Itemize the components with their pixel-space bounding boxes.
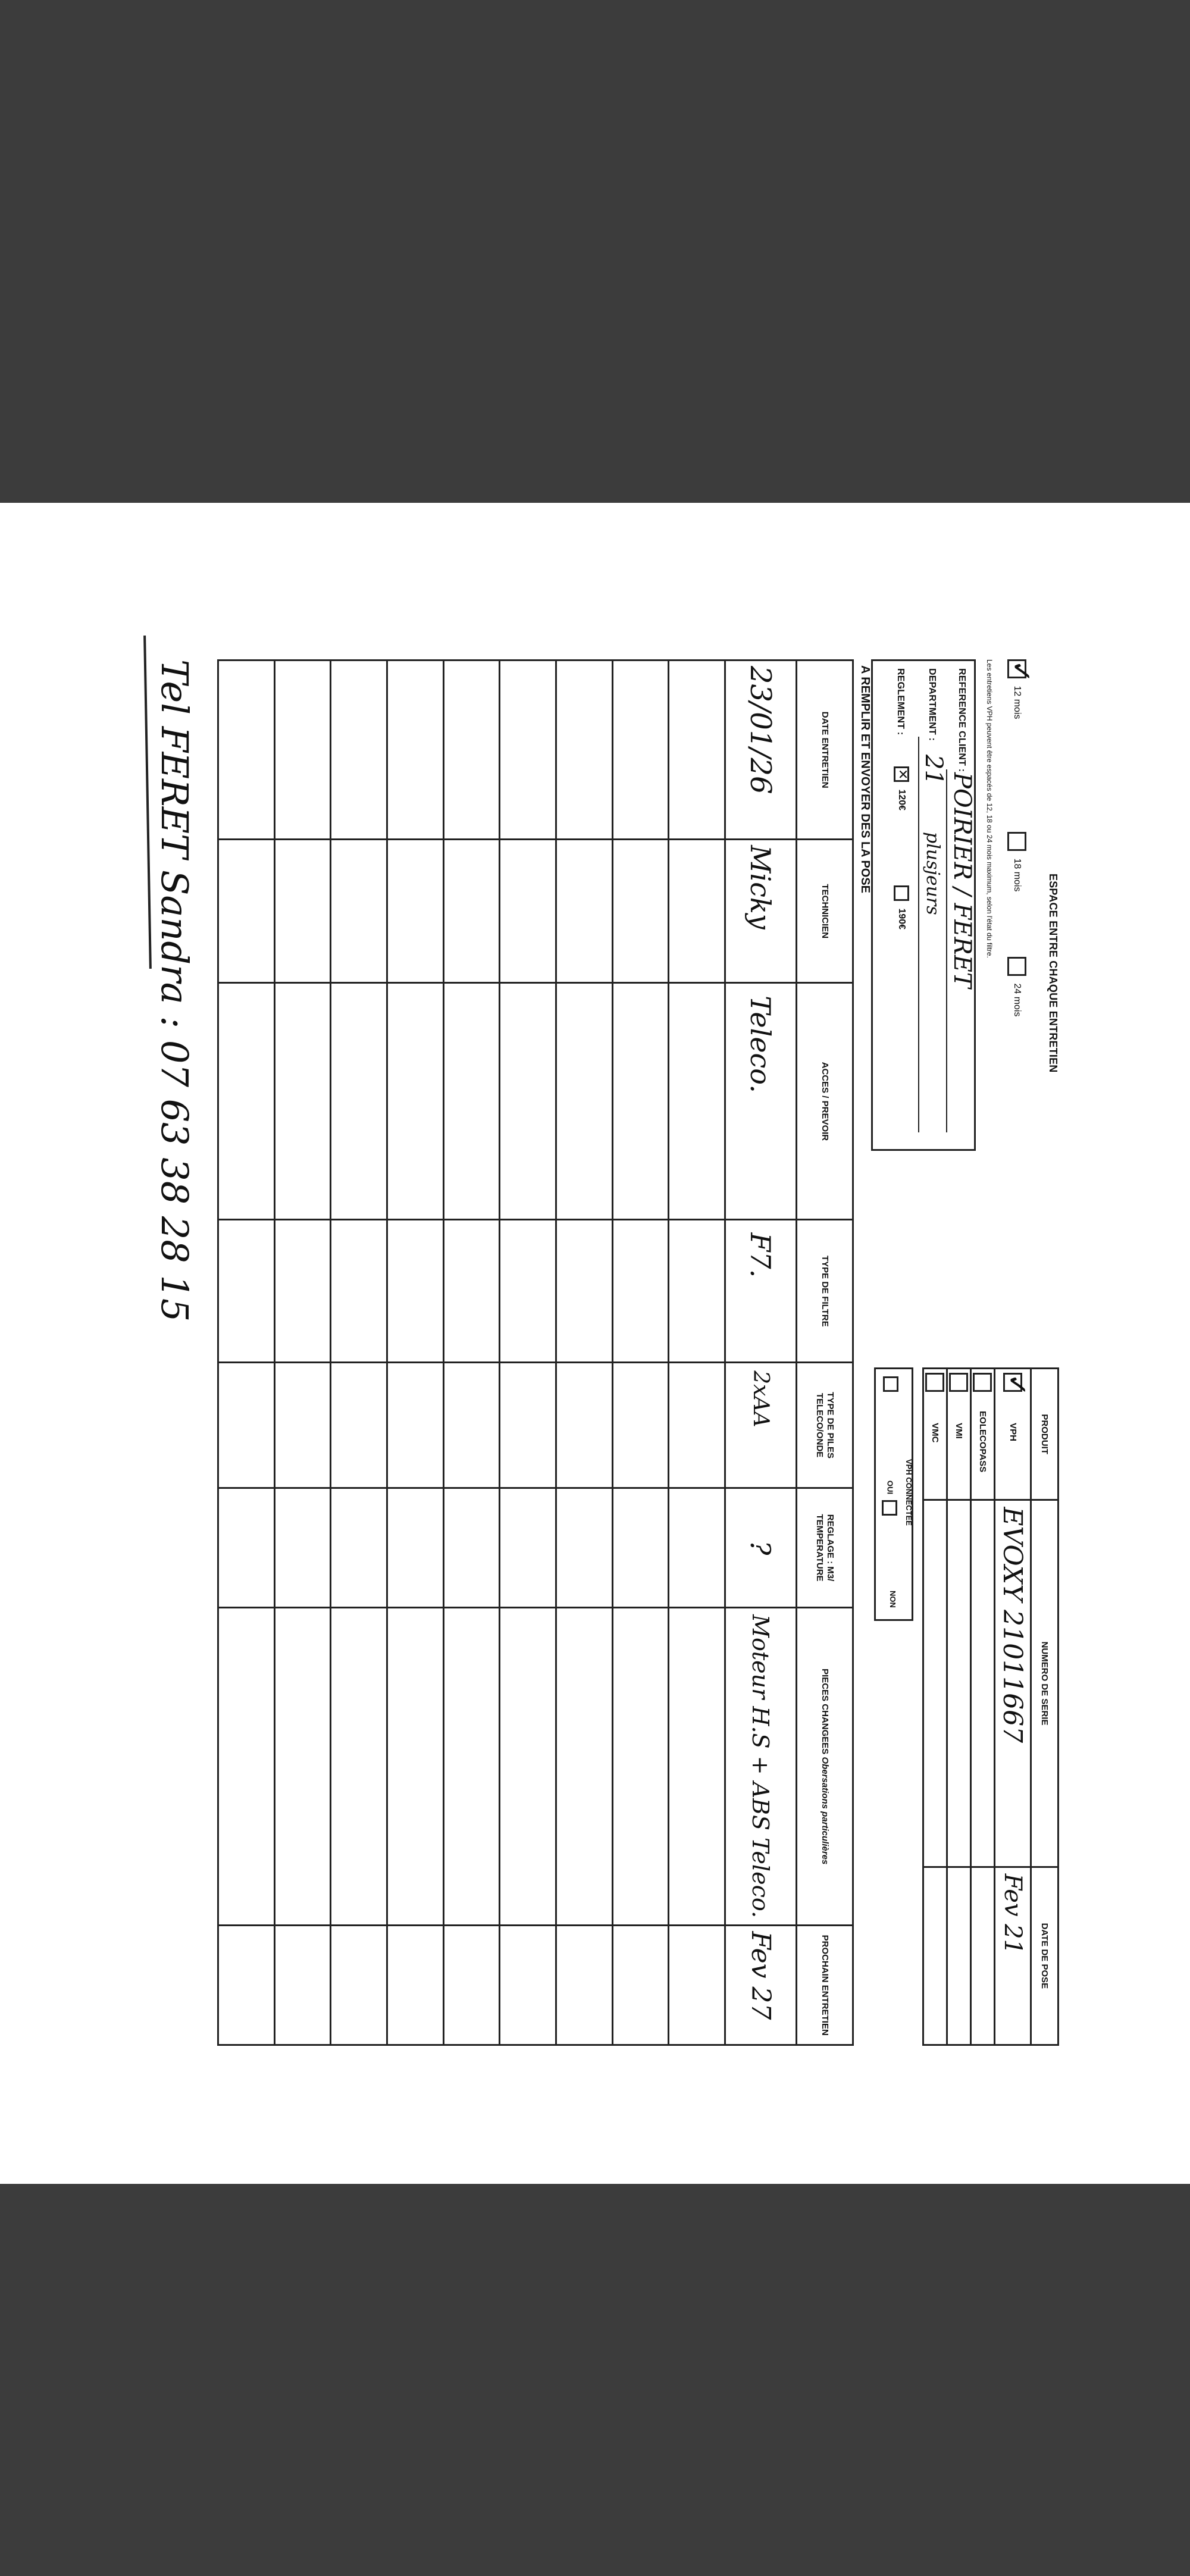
checkbox-checked-icon[interactable] — [1007, 659, 1026, 678]
checkbox-icon[interactable] — [894, 885, 909, 901]
checkbox-checked-icon[interactable] — [1003, 1373, 1022, 1392]
log-row-empty — [669, 660, 725, 2045]
vph-oui-option[interactable]: OUI — [882, 1481, 897, 1520]
produit-row: ✓ VPH EVOXY 21011667 Fev 21 — [994, 1368, 1031, 2045]
serie-header: NUMERO DE SERIE — [1031, 1500, 1059, 1866]
period-note: Les entretiens VPH peuvent être espacés de 12, 18 ou 24 mois maximum, selon l'état du filtre. — [985, 659, 994, 958]
col-date-entretien: DATE ENTRETIEN — [797, 660, 853, 839]
log-row: 23/01/26 Micky Teleco. F7. 2xAA ? Moteur H.S + ABS Teleco. Fev 27 — [725, 660, 797, 2045]
log-row-empty — [556, 660, 613, 2045]
vph-connectee-oui[interactable] — [883, 1376, 898, 1397]
reglement-option-190[interactable]: 190€ — [894, 885, 909, 929]
reference-label: REFERENCE CLIENT : — [957, 668, 967, 772]
produit-table — [922, 1367, 1059, 2046]
checkbox-icon[interactable] — [925, 1373, 944, 1392]
produit-row: VMI — [947, 1368, 970, 2045]
espace-title: ESPACE ENTRE CHAQUE ENTRETIEN — [1047, 873, 1059, 1073]
checkbox-icon[interactable] — [949, 1373, 968, 1392]
col-prochain-entretien: PROCHAIN ENTRETIEN — [797, 1925, 853, 2045]
col-pieces-changees: PIECES CHANGEES Obersations particulières — [797, 1607, 853, 1925]
section-title: A REMPLIR ET ENVOYER DES LA POSE — [859, 665, 872, 893]
checkbox-icon[interactable] — [1007, 832, 1026, 851]
vph-connectee-title: VPH CONNECTEE — [904, 1458, 913, 1526]
period-option-18[interactable]: 18 mois — [1007, 832, 1026, 891]
log-row-empty — [500, 660, 556, 2045]
produit-row: VMC — [923, 1368, 947, 2045]
department-value: 21 — [920, 754, 947, 785]
checkbox-icon[interactable] — [882, 1500, 897, 1515]
scanned-page — [0, 503, 1190, 2184]
log-row-empty — [331, 660, 387, 2045]
col-acces-prevoir: ACCES / PREVOIR — [797, 982, 853, 1219]
footer-note: Tel FERET Sandra : 07 63 38 28 15 — [153, 659, 196, 1322]
maintenance-log-table — [217, 659, 854, 2046]
log-row-empty — [612, 660, 669, 2045]
department-label: DEPARTMENT : — [927, 668, 937, 741]
maintenance-form — [107, 636, 1083, 2052]
period-option-12[interactable]: ✓ 12 mois — [1007, 659, 1026, 719]
pose-value: Fev 21 — [994, 1867, 1031, 2045]
produit-header: PRODUIT — [1031, 1368, 1059, 1500]
pose-header: DATE DE POSE — [1031, 1867, 1059, 2045]
vph-non-label: NON — [888, 1590, 897, 1608]
observations-label: Obersations particulières — [820, 1756, 830, 1864]
reference-value: POIRIER / FERET — [948, 772, 976, 988]
checkbox-icon[interactable] — [973, 1373, 992, 1392]
department-line — [918, 737, 919, 1132]
checkbox-icon[interactable] — [1007, 957, 1026, 976]
col-technicien: TECHNICIEN — [797, 839, 853, 982]
col-reglage: REGLAGE : M3/ TEMPERATURE — [797, 1488, 853, 1607]
log-row-empty — [387, 660, 444, 2045]
produit-row: EOLECOPASS — [970, 1368, 994, 2045]
checkbox-crossed-icon[interactable] — [894, 766, 909, 782]
reference-line — [946, 769, 947, 1132]
reglement-label: REGLEMENT : — [895, 668, 906, 735]
serie-value: EVOXY 21011667 — [994, 1500, 1031, 1866]
log-row-empty — [443, 660, 500, 2045]
log-row-empty — [274, 660, 331, 2045]
footer-underline — [143, 636, 152, 969]
reglement-option-120[interactable]: ✕ 120€ — [894, 766, 909, 810]
checkbox-icon[interactable] — [883, 1376, 898, 1392]
period-option-24[interactable]: 24 mois — [1007, 957, 1026, 1016]
col-type-piles: TYPE DE PILES TELECO/ONDE — [797, 1362, 853, 1488]
log-header-row — [797, 660, 853, 2045]
col-type-filtre: TYPE DE FILTRE — [797, 1219, 853, 1362]
log-row-empty — [218, 660, 275, 2045]
department-note: plusjeurs — [922, 831, 943, 915]
